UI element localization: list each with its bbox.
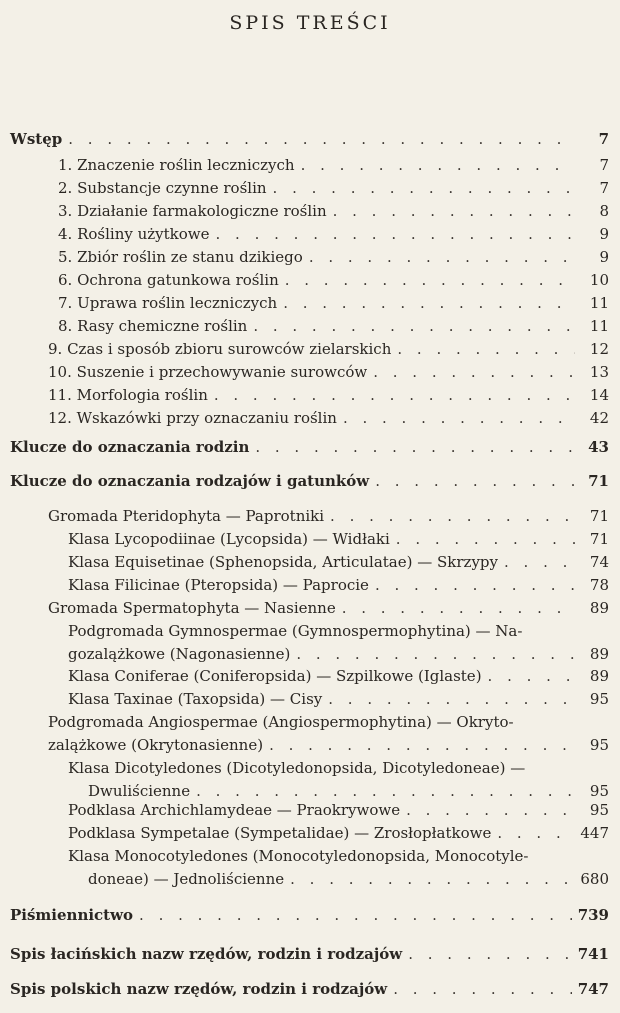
toc-page-number: 447 [580,824,609,842]
toc-entry-label: 1. Znaczenie roślin leczniczych [58,156,295,174]
toc-page-number: 9 [599,225,609,243]
leader-dots [68,128,575,150]
toc-page-number: 95 [589,801,609,819]
toc-entry-label: Klasa Taxinae (Taxopsida) — Cisy [68,690,323,708]
leader-dots [216,223,575,245]
toc-entry-label: 2. Substancje czynne roślin [58,179,267,197]
leader-dots [504,551,575,573]
toc-page-number: 680 [580,870,609,888]
toc-page-number: 13 [589,363,609,381]
leader-dots [342,597,575,619]
toc-page-number: 74 [589,553,609,571]
leader-dots [290,868,574,890]
toc-page-number: 739 [577,906,609,924]
toc-entry-label: Piśmiennictwo [10,906,134,924]
toc-page-number: 42 [589,409,609,427]
toc-entry-label: 5. Zbiór roślin ze stanu dzikiego [58,248,303,266]
leader-dots [253,315,575,337]
toc-page-number: 747 [577,980,609,998]
leader-dots [139,904,572,926]
leader-dots [255,436,575,458]
toc-page-number: 43 [588,438,609,456]
leader-dots [393,978,572,1000]
toc-page-number: 71 [588,472,609,490]
toc-entry-label: 8. Rasy chemiczne roślin [58,317,248,335]
toc-entry-label: Podgromada Angiospermae (Angiospermophytina) — Okryto- [48,713,514,731]
toc-page-number: 78 [589,576,609,594]
toc-page-number: 9 [599,248,609,266]
toc-entry-label: Klasa Dicotyledones (Dicotyledonopsida, Dicotyledoneae) — [68,759,526,777]
toc-entry-label-continuation: zalążkowe (Okrytonasienne) [48,736,264,754]
toc-entry-label: Klucze do oznaczania rodzin [10,438,250,456]
leader-dots [283,292,575,314]
toc-page-number: 11 [589,317,609,335]
toc-entry-label: Klasa Lycopodiinae (Lycopsida) — Widłaki [68,530,390,548]
toc-entry-label-continuation: gozalążkowe (Nagonasienne) [68,645,291,663]
leader-dots [375,574,575,596]
toc-entry-label: 7. Uprawa roślin leczniczych [58,294,278,312]
leader-dots [214,384,575,406]
toc-page-number: 14 [589,386,609,404]
toc-entry-label: 11. Morfologia roślin [48,386,208,404]
toc-entry-label: Podgromada Gymnospermae (Gymnospermophytina) — Na- [68,622,523,640]
toc-entry-label: Podklasa Archichlamydeae — Praokrywowe [68,801,401,819]
toc-page-number: 7 [598,130,609,148]
leader-dots [301,154,575,176]
toc-entry-label: Spis polskich nazw rzędów, rodzin i rodzajów [10,980,388,998]
leader-dots [285,269,575,291]
toc-entry-label: Gromada Spermatophyta — Nasienne [48,599,336,617]
toc-entry-label: Klasa Filicinae (Pteropsida) — Paprocie [68,576,369,594]
toc-entry-label: Klasa Coniferae (Coniferopsida) — Szpilkowe (Iglaste) [68,667,482,685]
toc-entry-label: Klasa Equisetinae (Sphenopsida, Articulatae) — Skrzypy [68,553,499,571]
toc-page-number: 741 [577,945,609,963]
toc-entry-label: Klasa Monocotyledones (Monocotyledonopsida, Monocotyle- [68,847,529,865]
toc-entry-label: Podklasa Sympetalae (Sympetalidae) — Zrosłopłatkowe [68,824,492,842]
leader-dots [333,200,575,222]
leader-dots [373,361,575,383]
toc-page-number: 95 [589,736,609,754]
toc-page-number: 71 [589,530,609,548]
leader-dots [397,338,575,360]
toc-page-number: 11 [589,294,609,312]
leader-dots [488,665,575,687]
toc-page-number: 10 [589,271,609,289]
toc-page-number: 71 [589,507,609,525]
toc-page-number: 89 [589,599,609,617]
toc-entry-label: Wstęp [10,130,63,148]
toc-entry-label: Klucze do oznaczania rodzajów i gatunków [10,472,370,490]
toc-page-number: 95 [589,690,609,708]
leader-dots [343,407,575,429]
toc-page-number: 89 [589,667,609,685]
toc-entry-label-continuation: doneae) — Jednoliścienne [88,870,285,888]
leader-dots [269,734,575,756]
leader-dots [396,528,575,550]
leader-dots [406,799,575,821]
toc-page-number: 8 [599,202,609,220]
toc-page-number: 12 [589,340,609,358]
toc-page-number: 7 [599,179,609,197]
toc-entry-label: Spis łacińskich nazw rzędów, rodzin i rodzajów [10,945,403,963]
leader-dots [273,177,575,199]
toc-page-number: 95 [589,782,609,800]
leader-dots [408,943,571,965]
toc-page-number: 89 [589,645,609,663]
leader-dots [296,643,575,665]
leader-dots [330,505,575,527]
leader-dots [375,470,575,492]
toc-entry-label: Gromada Pteridophyta — Paprotniki [48,507,325,525]
toc-entry-label: 6. Ochrona gatunkowa roślin [58,271,279,289]
toc-entry-label: 3. Działanie farmakologiczne roślin [58,202,327,220]
leader-dots [497,822,574,844]
toc-page-number: 7 [599,156,609,174]
toc-entry-label: 12. Wskazówki przy oznaczaniu roślin [48,409,337,427]
toc-entry-label: 4. Rośliny użytkowe [58,225,210,243]
page-title: SPIS TREŚCI [229,12,391,34]
leader-dots [309,246,575,268]
toc-entry-label-continuation: Dwuliścienne [88,782,191,800]
leader-dots [328,688,575,710]
toc-entry-label: 10. Suszenie i przechowywanie surowców [48,363,368,381]
toc-entry-label: 9. Czas i sposób zbioru surowców zielarskich [48,340,392,358]
